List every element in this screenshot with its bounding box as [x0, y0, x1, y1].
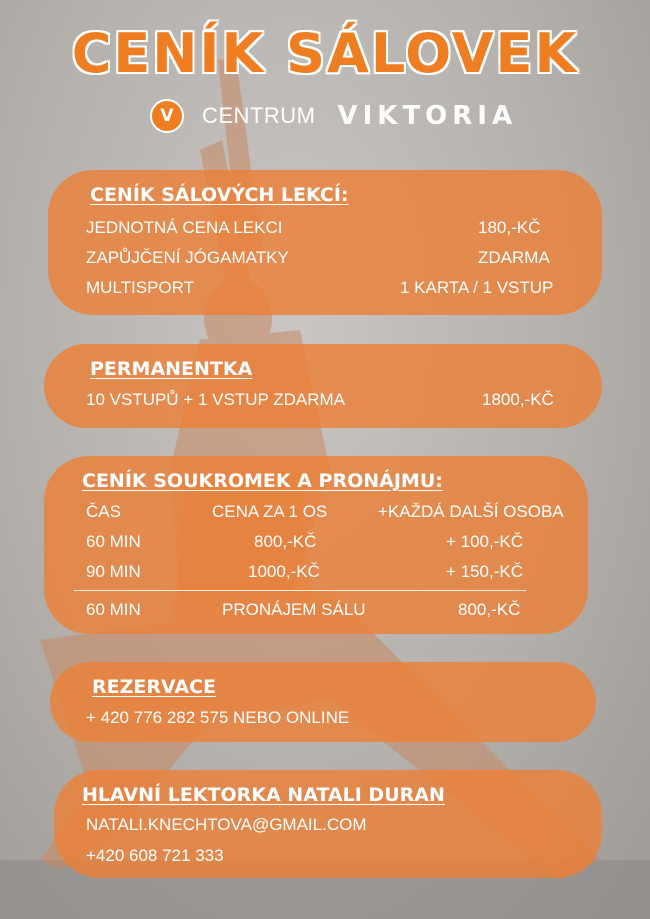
lesson-prices-panel: [48, 170, 602, 315]
column-header-price-per-person: CENA ZA 1 OS: [212, 502, 328, 521]
table-row-price: 800,-KČ: [254, 532, 317, 551]
rental-label: PRONÁJEM SÁLU: [222, 600, 366, 619]
column-header-additional-person: +KAŽDÁ DALŠÍ OSOBA: [378, 502, 564, 521]
table-row-price: 1000,-KČ: [248, 562, 320, 581]
column-header-time: ČAS: [86, 502, 121, 521]
pass-label: 10 VSTUPŮ + 1 VSTUP ZDARMA: [86, 390, 346, 409]
table-row-time: 90 MIN: [86, 562, 141, 581]
pass-heading: PERMANENTKA: [90, 358, 253, 380]
pass-panel: [44, 344, 602, 428]
mat-rental-value: ZDARMA: [478, 248, 550, 267]
lecturer-phone[interactable]: +420 608 721 333: [86, 846, 224, 865]
private-lessons-heading: CENÍK SOUKROMEK A PRONÁJMU:: [82, 470, 443, 492]
lesson-prices-heading: CENÍK SÁLOVÝCH LEKCÍ:: [90, 184, 349, 206]
rental-time: 60 MIN: [86, 600, 141, 619]
multisport-label: MULTISPORT: [86, 278, 194, 297]
brand-logo-row: [150, 98, 517, 134]
viktoria-logo-icon: V: [150, 99, 184, 133]
rental-price: 800,-KČ: [458, 600, 521, 619]
private-lessons-panel: [44, 456, 588, 634]
table-divider: [74, 590, 526, 591]
table-row-time: 60 MIN: [86, 532, 141, 551]
lecturer-panel: [54, 770, 602, 878]
lesson-price-value: 180,-KČ: [478, 218, 541, 237]
mat-rental-label: ZAPŮJČENÍ JÓGAMATKY: [86, 248, 289, 267]
reservation-phone-text: + 420 776 282 575 NEBO ONLINE: [86, 708, 350, 727]
multisport-value: 1 KARTA / 1 VSTUP: [400, 278, 554, 297]
reservation-panel: [50, 662, 596, 742]
brand-centrum-text: CENTRUM: [202, 103, 316, 128]
pass-value: 1800,-KČ: [482, 390, 554, 409]
reservation-heading: REZERVACE: [92, 676, 217, 698]
page-title: CENÍK SÁLOVEK: [71, 22, 579, 85]
brand-name-text: VIKTORIA: [337, 101, 518, 131]
lesson-price-label: JEDNOTNÁ CENA LEKCI: [86, 218, 283, 237]
lecturer-heading: HLAVNÍ LEKTORKA NATALI DURAN: [82, 784, 445, 806]
table-row-extra: + 100,-KČ: [446, 532, 524, 551]
lecturer-email[interactable]: NATALI.KNECHTOVA@GMAIL.COM: [86, 815, 367, 834]
table-row-extra: + 150,-KČ: [446, 562, 524, 581]
